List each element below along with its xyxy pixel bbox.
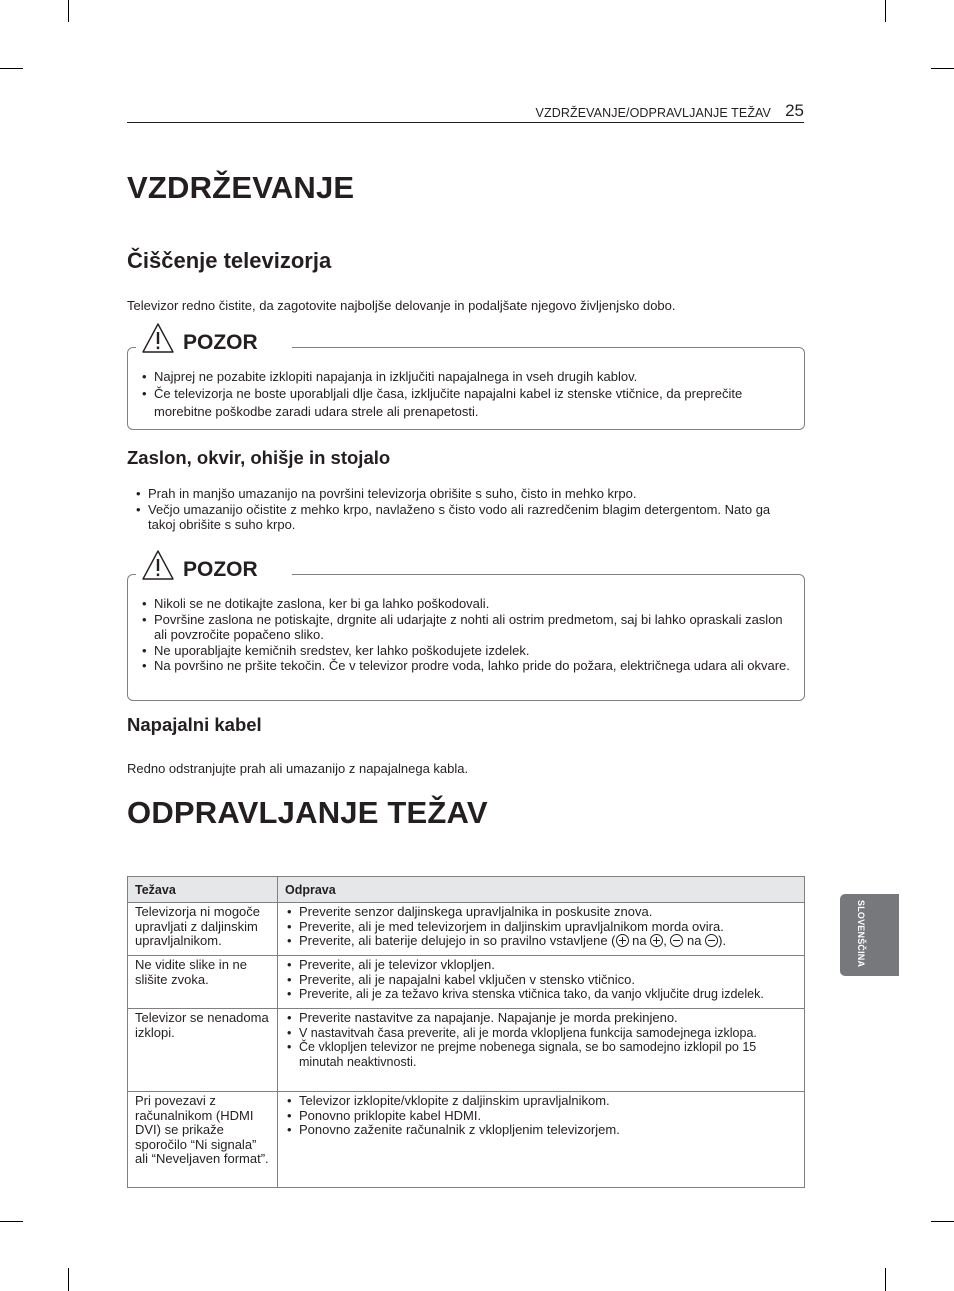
- list-item: • Če vklopljen televizor ne prejme nobenega signala, se bo samodejno izklopil po 15 minutah neaktivnosti.: [287, 1040, 798, 1069]
- minus-terminal-icon: [705, 934, 718, 947]
- solution-cell: [278, 903, 805, 956]
- solution-cell: [278, 1092, 805, 1188]
- caution-item: • Nikoli se ne dotikajte zaslona, ker bi ga lahko poškodovali.: [142, 596, 790, 612]
- caution-item: • Na površino ne pršite tekočin. Če v televizor prodre voda, lahko pride do požara, električnega udara ali okvare.: [142, 658, 790, 674]
- problem-cell: Televizorja ni mogoče upravljati z daljinskim upravljalnikom.: [128, 903, 278, 956]
- table-row: [128, 903, 805, 956]
- list-item: [287, 934, 798, 949]
- caution-label: POZOR: [183, 558, 258, 581]
- crop-mark: [68, 0, 69, 22]
- problem-cell: Pri povezavi z računalnikom (HDMI DVI) se prikaže sporočilo “Ni signala” ali “Neveljaven format”.: [128, 1092, 278, 1188]
- battery-text: ).: [718, 933, 727, 948]
- page-number: 25: [785, 101, 804, 120]
- screen-title: Zaslon, okvir, ohišje in stojalo: [127, 447, 391, 468]
- caution-list: [142, 369, 790, 421]
- list-item: • Preverite nastavitve za napajanje. Napajanje je morda prekinjeno.: [287, 1011, 798, 1026]
- list-item: • Preverite, ali je televizor vklopljen.: [287, 958, 798, 973]
- list-item: • Preverite, ali je napajalni kabel vključen v stensko vtičnico.: [287, 973, 798, 988]
- table-header-row: [128, 877, 805, 903]
- power-cord-title: Napajalni kabel: [127, 714, 262, 735]
- cleaning-intro: Televizor redno čistite, da zagotovite najboljše delovanje in podaljšate njegovo življenjsko dobo.: [127, 298, 676, 313]
- caution-header: [136, 549, 292, 583]
- battery-text: na: [683, 933, 706, 948]
- minus-terminal-icon: [670, 934, 683, 947]
- battery-text: Preverite, ali baterije delujejo in so pravilno vstavljene (: [299, 933, 616, 948]
- plus-terminal-icon: [650, 934, 663, 947]
- caution-item: • Ne uporabljajte kemičnih sredstev, ker lahko poškodujete izdelek.: [142, 643, 790, 659]
- solution-list: [287, 1011, 798, 1069]
- list-item: • Večjo umazanijo očistite z mehko krpo, navlaženo s čisto vodo ali razredčenim blagim detergentom. Nato ga takoj obrišite s suho krpo.: [136, 502, 796, 533]
- page-header: [127, 96, 804, 123]
- battery-text: na: [628, 933, 651, 948]
- table-row: [128, 1009, 805, 1092]
- list-item: • Ponovno priklopite kabel HDMI.: [287, 1109, 798, 1124]
- caution-header: [136, 322, 292, 356]
- crop-mark: [0, 68, 23, 69]
- caution-box-power: [127, 331, 805, 430]
- solution-cell: [278, 1009, 805, 1092]
- crop-mark: [885, 1268, 886, 1291]
- crop-mark: [0, 1221, 23, 1222]
- column-header-solution: Odprava: [278, 877, 805, 903]
- warning-icon: [141, 549, 175, 581]
- crop-mark: [68, 1268, 69, 1291]
- caution-item: • Najprej ne pozabite izklopiti napajanja in izključiti napajalnega in vseh drugih kablov.: [142, 369, 790, 385]
- power-cord-text: Redno odstranjujte prah ali umazanijo z napajalnega kabla.: [127, 761, 469, 776]
- troubleshooting-title: ODPRAVLJANJE TEŽAV: [127, 795, 488, 830]
- caution-box-screen: [127, 558, 805, 701]
- table-row: [128, 956, 805, 1009]
- solution-cell: [278, 956, 805, 1009]
- screen-list: [136, 486, 796, 533]
- battery-text: ,: [663, 933, 671, 948]
- cleaning-title: Čiščenje televizorja: [127, 248, 332, 273]
- caution-item: • Če televizorja ne boste uporabljali dlje časa, izključite napajalni kabel iz stenske vtičnice, da preprečite morebitne poškodbe zaradi udara strele ali prenapetosti.: [142, 385, 790, 421]
- problem-cell: Televizor se nenadoma izklopi.: [128, 1009, 278, 1092]
- list-item: • Televizor izklopite/vklopite z daljinskim upravljalnikom.: [287, 1094, 798, 1109]
- list-item: • Preverite, ali je med televizorjem in daljinskim upravljalnikom morda ovira.: [287, 920, 798, 935]
- language-tab-label: SLOVENŠČINA: [856, 900, 866, 968]
- solution-list: [287, 905, 798, 949]
- caution-list: [142, 596, 790, 674]
- running-head: VZDRŽEVANJE/ODPRAVLJANJE TEŽAV: [535, 106, 771, 120]
- list-item: • Ponovno zaženite računalnik z vklopljenim televizorjem.: [287, 1123, 798, 1138]
- plus-terminal-icon: [616, 934, 629, 947]
- maintenance-title: VZDRŽEVANJE: [127, 170, 355, 205]
- crop-mark: [931, 68, 954, 69]
- caution-label: POZOR: [183, 331, 258, 354]
- language-tab: [840, 894, 899, 976]
- caution-item: • Površine zaslona ne potiskajte, drgnite ali udarjajte z nohti ali ostrim predmetom, saj bi lahko opraskali zaslon ali povzročite popačeno sliko.: [142, 612, 790, 643]
- crop-mark: [931, 1221, 954, 1222]
- column-header-problem: Težava: [128, 877, 278, 903]
- list-item: • Prah in manjšo umazanijo na površini televizorja obrišite s suho, čisto in mehko krpo.: [136, 486, 796, 502]
- troubleshooting-table: [127, 876, 805, 1188]
- solution-list: [287, 1094, 798, 1138]
- list-item: • V nastavitvah časa preverite, ali je morda vklopljena funkcija samodejnega izklopa.: [287, 1026, 798, 1041]
- problem-cell: Ne vidite slike in ne slišite zvoka.: [128, 956, 278, 1009]
- table-row: [128, 1092, 805, 1188]
- warning-icon: [141, 322, 175, 354]
- solution-list: [287, 958, 798, 1002]
- crop-mark: [885, 0, 886, 22]
- list-item: • Preverite senzor daljinskega upravljalnika in poskusite znova.: [287, 905, 798, 920]
- list-item: • Preverite, ali je za težavo kriva stenska vtičnica tako, da vanjo vključite drug izdelek.: [287, 987, 798, 1002]
